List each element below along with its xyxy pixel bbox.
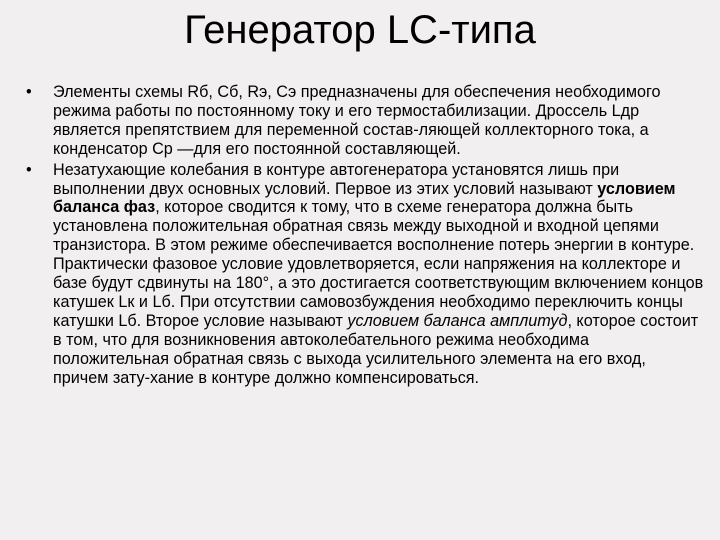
bold-term-phase-balance: условием баланса фаз	[53, 179, 676, 217]
italic-term-amplitude-balance: условием баланса амплитуд	[347, 311, 568, 330]
bullet-text: Элементы схемы Rб, Cб, Rэ, Cэ предназначены для обеспечения необходимого режима работы по постоянному току и его термостабилизации. Дроссель Lдр является препятствием для переменной состав-ляющей коллекторного тока, а конденсатор Ср —для его постоянной составляющей.	[53, 83, 661, 158]
bullet-text-part: , которое состоит в том, что для возникновения автоколебательного режима необходима положительная обратная связь с выхода усилительного элемента на его вход, причем зату-хание в контуре должно компенсироваться.	[53, 311, 699, 387]
bullet-item-2	[24, 161, 704, 388]
bullet-marker: •	[26, 160, 32, 179]
slide-title: Генератор LC-типа	[184, 8, 536, 52]
bullet-marker: •	[26, 83, 32, 101]
bullet-item-1	[24, 83, 704, 159]
bullet-text-part: , которое сводится к тому, что в схеме генератора должна быть установлена положительная обратная связь между выходной и входной цепями транзистора. В этом режиме обеспечивается восполнение потерь энергии в контуре. Практически фазовое условие удовлетворяется, если напряжения на коллекторе и базе будут сдвинуты на 180°, а это достигается соответствующим включением концов катушек Lк и Lб. При отсутствии самовозбуждения необходимо переключить концы катушки Lб. Второе условие называют	[53, 198, 704, 330]
bullet-list	[24, 83, 704, 390]
bullet-text-part: Незатухающие колебания в контуре автогенератора установятся лишь при выполнении двух основных условий. Первое из этих условий называют	[53, 160, 620, 198]
